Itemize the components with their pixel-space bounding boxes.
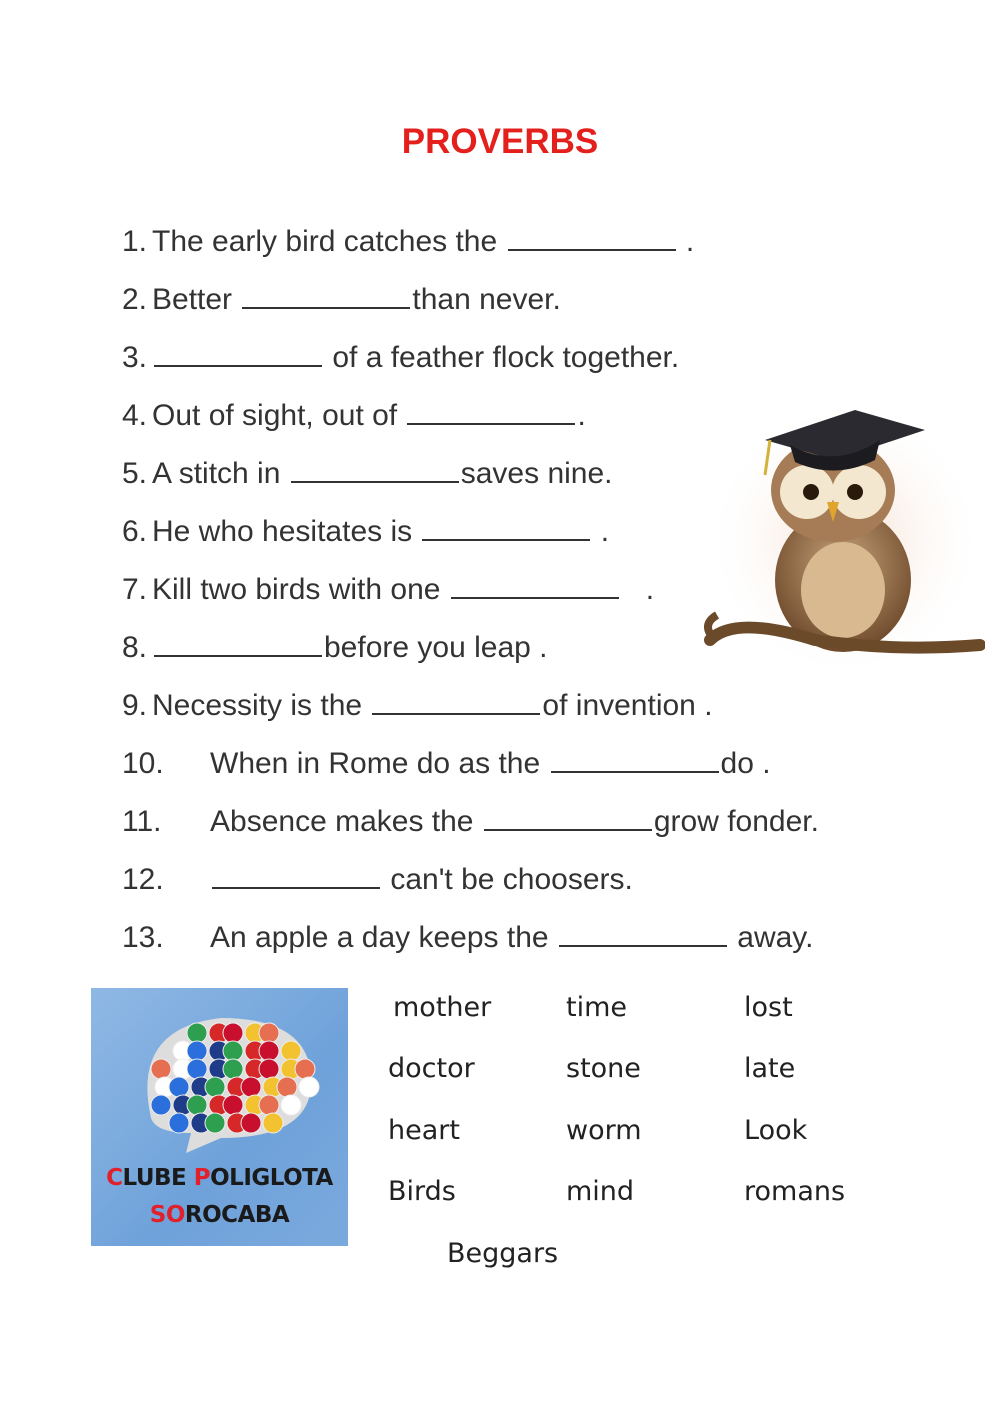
proverb-text-after: away.: [728, 921, 814, 954]
flag-circle: [187, 1095, 207, 1115]
word-bank-item[interactable]: mother: [393, 992, 492, 1023]
proverb-item: [122, 686, 713, 726]
proverb-number: 2.: [122, 283, 148, 316]
flag-circle: [263, 1113, 283, 1133]
flag-circle: [259, 1023, 279, 1043]
answer-blank[interactable]: [291, 455, 459, 483]
proverb-text-after: of invention .: [542, 689, 713, 722]
proverb-number: 10.: [122, 747, 164, 780]
answer-blank[interactable]: [154, 629, 322, 657]
logo-line-2: SOROCABA: [149, 1202, 290, 1228]
word-bank-item[interactable]: Beggars: [447, 1238, 559, 1269]
flag-circle: [223, 1059, 243, 1079]
proverb-item: [122, 396, 586, 436]
answer-blank[interactable]: [508, 223, 676, 251]
word-bank-item[interactable]: romans: [744, 1176, 846, 1207]
proverb-item: [122, 338, 679, 378]
flag-circle: [187, 1041, 207, 1061]
proverb-number: 6.: [122, 515, 148, 548]
proverb-item: [122, 280, 561, 320]
proverb-text-before: Necessity is the: [152, 689, 371, 722]
answer-blank[interactable]: [154, 339, 322, 367]
proverb-item: [122, 744, 771, 784]
answer-blank[interactable]: [422, 513, 590, 541]
proverb-text-before: Kill two birds with one: [152, 573, 449, 606]
proverb-number: 3.: [122, 341, 148, 374]
proverb-text-before: A stitch in: [152, 457, 289, 490]
proverb-text-after: .: [592, 515, 610, 548]
proverb-text-before: Better: [152, 283, 241, 316]
flag-circle: [241, 1077, 261, 1097]
flag-circle: [205, 1077, 225, 1097]
answer-blank[interactable]: [451, 571, 619, 599]
word-bank-item[interactable]: time: [566, 992, 628, 1023]
flags-speech-bubble-icon: [91, 988, 348, 1188]
proverb-text-before: An apple a day keeps the: [210, 921, 557, 954]
proverb-text-after: can't be choosers.: [382, 863, 633, 896]
flag-circle: [187, 1059, 207, 1079]
proverb-item: [122, 570, 654, 610]
owl-graduate-illustration: [695, 390, 985, 680]
answer-blank[interactable]: [551, 745, 719, 773]
word-bank-item[interactable]: stone: [566, 1053, 641, 1084]
proverb-number: 5.: [122, 457, 148, 490]
answer-blank[interactable]: [484, 803, 652, 831]
proverb-text-before: When in Rome do as the: [210, 747, 549, 780]
proverb-item: [122, 628, 548, 668]
proverb-number: 13.: [122, 921, 164, 954]
flag-circle: [259, 1095, 279, 1115]
proverb-number: 12.: [122, 863, 164, 896]
word-bank-item[interactable]: mind: [566, 1176, 635, 1207]
flag-circle: [223, 1041, 243, 1061]
clube-poliglota-logo: [91, 988, 348, 1246]
flag-circle: [295, 1059, 315, 1079]
flag-circle: [281, 1041, 301, 1061]
proverb-text-before: He who hesitates is: [152, 515, 421, 548]
flag-circle: [299, 1077, 319, 1097]
logo-line-1: CLUBE POLIGLOTA: [106, 1165, 333, 1191]
proverb-text-after: .: [677, 225, 695, 258]
proverb-item: [122, 860, 633, 900]
word-bank-item[interactable]: late: [744, 1053, 796, 1084]
flag-circle: [169, 1113, 189, 1133]
flag-circle: [277, 1077, 297, 1097]
word-bank-item[interactable]: worm: [566, 1115, 642, 1146]
flag-circle: [169, 1077, 189, 1097]
answer-blank[interactable]: [212, 861, 380, 889]
answer-blank[interactable]: [559, 919, 727, 947]
flag-circle: [151, 1095, 171, 1115]
proverb-item: [122, 222, 694, 262]
proverb-text-after: of a feather flock together.: [324, 341, 680, 374]
proverb-number: 8.: [122, 631, 148, 664]
proverb-text-after: saves nine.: [460, 457, 613, 490]
proverb-number: 11.: [122, 805, 162, 838]
word-bank-item[interactable]: heart: [388, 1115, 460, 1146]
flag-circle: [259, 1041, 279, 1061]
proverb-number: 9.: [122, 689, 148, 722]
answer-blank[interactable]: [372, 687, 540, 715]
flag-circle: [205, 1113, 225, 1133]
word-bank-item[interactable]: lost: [744, 992, 793, 1023]
proverb-item: [122, 802, 819, 842]
proverb-number: 1.: [122, 225, 148, 258]
proverb-text-after: .: [577, 399, 586, 432]
word-bank-item[interactable]: Birds: [388, 1176, 456, 1207]
proverb-item: [122, 512, 609, 552]
flag-circle: [151, 1059, 171, 1079]
proverb-item: [122, 454, 613, 494]
proverb-text-before: Absence makes the: [210, 805, 482, 838]
proverb-text-after: .: [620, 573, 655, 606]
word-bank-item[interactable]: Look: [744, 1115, 808, 1146]
answer-blank[interactable]: [242, 281, 410, 309]
proverb-text-after: grow fonder.: [653, 805, 819, 838]
proverb-text-before: Out of sight, out of: [152, 399, 406, 432]
page-title: PROVERBS: [401, 122, 599, 161]
proverb-number: 7.: [122, 573, 148, 606]
proverb-text-after: than never.: [412, 283, 561, 316]
proverb-number: 4.: [122, 399, 148, 432]
answer-blank[interactable]: [407, 397, 575, 425]
flag-circle: [259, 1059, 279, 1079]
proverb-text-before: The early bird catches the: [152, 225, 506, 258]
flag-circle: [187, 1023, 207, 1043]
proverb-text-after: do .: [720, 747, 771, 780]
proverb-text-after: before you leap .: [324, 631, 548, 664]
flag-circle: [223, 1095, 243, 1115]
flag-circle: [223, 1023, 243, 1043]
word-bank-item[interactable]: doctor: [388, 1053, 475, 1084]
flag-circle: [241, 1113, 261, 1133]
flag-circle: [281, 1095, 301, 1115]
proverb-item: [122, 918, 813, 958]
